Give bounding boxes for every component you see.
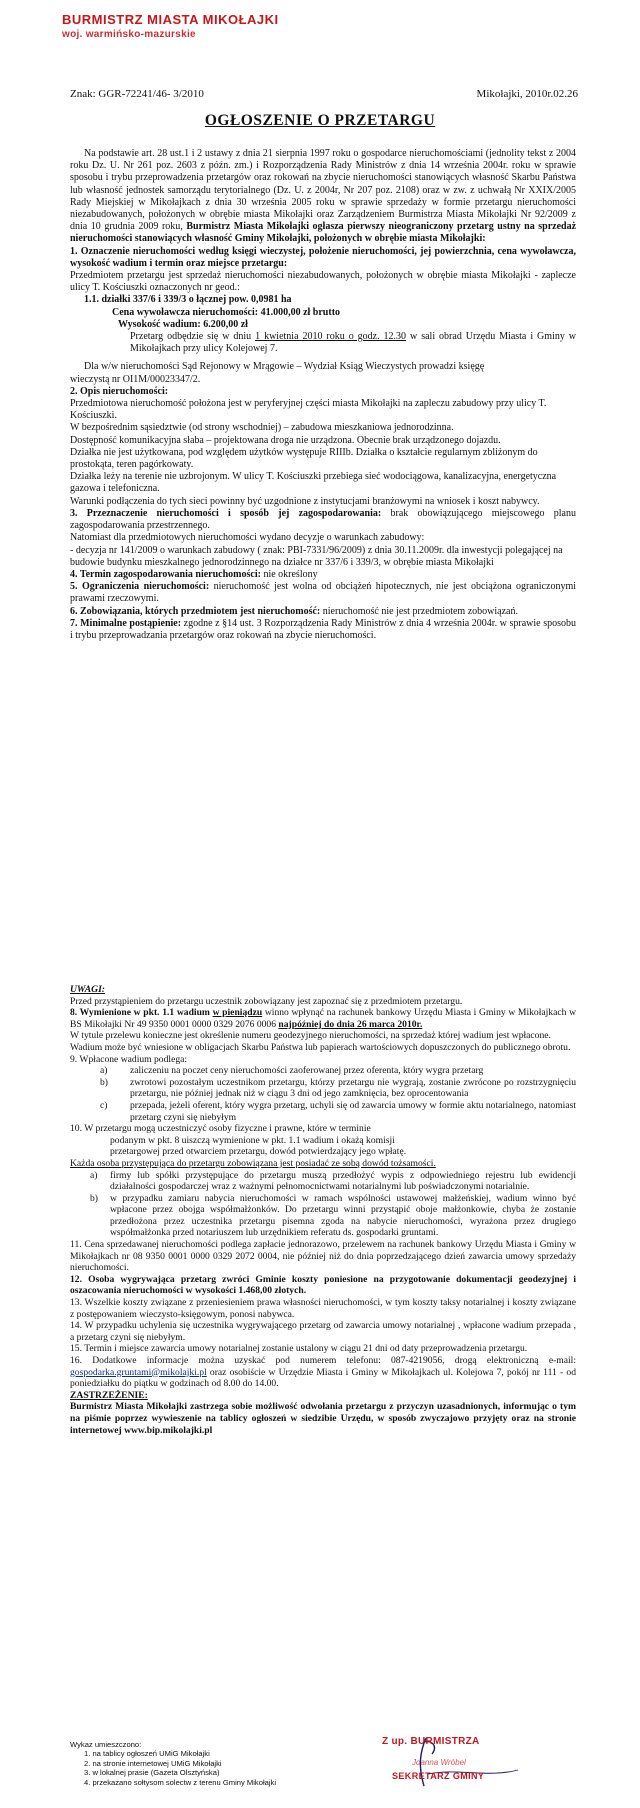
section-3-text: brak obowiązującego miejscowego planu zagospodarowania przestrzennego.	[70, 507, 576, 532]
distribution-item: 2. na stronie internetowej UMiG Mikołajki	[84, 1758, 222, 1768]
auction-info: Przetarg odbędzie się w dniu 1 kwietnia 2010 roku o godz. 12.30 w sali obrad Urzędu Miasta i Gminy w Mikołajkach przy ulicy Kolejowej 7.	[130, 331, 577, 355]
reference-number: Znak: GGR-72241/46- 3/2010	[70, 88, 204, 100]
distribution-heading: Wykaz umieszczono:	[70, 1740, 142, 1749]
document-title: OGŁOSZENIE O PRZETARGU	[204, 112, 436, 129]
point-13: 13. Wszelkie koszty związane z przeniesieniem prawa własności nieruchomości, w tym koszty taksy notarialnej i koszty związane z postępowaniem wieczysto-księgowym, ponosi nabywca.	[70, 1297, 576, 1320]
intro-text: Na podstawie art. 28 ust.1 i 2 ustawy z dnia 21 sierpnia 1997 roku o gospodarce nieruchomościami (jednolity tekst z 2004 roku Dz. U. Nr 261 poz. 2603 z późn. zm.) i Rozporządzenia Rady Ministrów z dnia 14 września 2004r. roku w sprawie sposobu i trybu przeprowadzenia przetargów oraz rokowań na zbycie nieruchomości stanowiących własność Skarbu Państwa lub własność jednostek samorządu terytorialnego (Dz. U. z 2004r, Nr 207 poz. 2108) oraz w zw. z uchwałą Nr XXIX/2005 Rady Miejskiej w Mikołajkach z dnia 30 września 2005 roku w sprawie sprzedaży w formie przetargu nieruchomości niezabudowanych, położonych w obrębie miasta Mikołajki oraz Zarządzeniem Burmistrza Miasta Mikołajki Nr 92/2009 z dnia 10 grudnia 2009 roku,	[70, 148, 576, 233]
stamp-top-line2: woj. warmińsko-mazurskie	[62, 29, 196, 40]
section-2-line: Dostępność komunikacyjna słaba – projektowana droga nie urządzona. Obecnie brak urządzonego dojazdu.	[70, 434, 501, 446]
reservation-heading: ZASTRZEŻENIE:	[70, 1389, 148, 1401]
auction-date: 1 kwietnia 2010 roku o godz. 12.30	[255, 331, 407, 343]
point-12: 12. Osoba wygrywająca przetarg zwróci Gminie koszty poniesione na przygotowanie dokumentacji geodezyjnej i oszacowania nieruchomości w wysokości 1.468,00 złotych.	[70, 1273, 576, 1297]
reservation-text: Burmistrz Miasta Mikołajki zastrzega sobie możliwość odwołania przetargu z przyczyn uzasadnionych, informując o tym na piśmie poprzez wywieszenie na tablicy ogłoszeń w siedzibie Urzędu, w sposób zwyczajowo przyjęty oraz na stronie internetowej www.bip.mikolajki.pl	[70, 1401, 576, 1436]
section-1-heading: 1. Oznaczenie nieruchomości według księgi wieczystej, położenie nieruchomości, jej powierzchnia, cena wywoławcza, wysokość wadium i termin oraz miejsce przetargu:	[70, 245, 576, 269]
price-info: Cena wywoławcza nieruchomości: 41.000,00 zł brutto	[112, 306, 341, 318]
section-7-heading: 7. Minimalne postąpienie:	[70, 617, 182, 629]
distribution-list	[70, 1740, 370, 1787]
list-item: a) zaliczeniu na poczet ceny nieruchomości zaoferowanej przez oferenta, który wygra przetarg	[100, 1065, 484, 1077]
list-item: a) firmy lub spółki przystępujące do przetargu muszą przedłożyć wypis z odpowiedniego rejestru lub ewidencji działalności gospodarczej wraz z ważnymi pełnomocnictwami notarialnymi lub poświadczonymi notarialnie.	[90, 1169, 576, 1193]
deposit-deadline: najpóźniej do dnia 26 marca 2010r.	[278, 1018, 423, 1030]
section-3-heading: 3. Przeznaczenie nieruchomości i sposób jej zagospodarowania:	[70, 507, 382, 519]
stamp-bottom-line2: Joanna Wróbel	[412, 1758, 466, 1767]
stamp-bottom-line1: Z up. BURMISTRZA	[382, 1736, 480, 1747]
list-item: b) zwrotowi pozostałym uczestnikom przetargu, którzy przetargu nie wygrają, zostanie zwrócone po rozstrzygnięciu przetargu, nie później jednak niż w ciągu 3 dni od jego zamknięcia, bez oprocentowania	[100, 1076, 576, 1100]
point-8-line: Wadium może być wniesione w obligacjach Skarbu Państwa lub papierach wartościowych dopuszczonych do publicznego obrotu.	[70, 1041, 571, 1053]
place-date: Mikołajki, 2010r.02.26	[476, 88, 578, 100]
contact-email-link[interactable]: gospodarka.gruntami@mikolajki.pl	[70, 1366, 207, 1378]
section-2-heading: 2. Opis nieruchomości:	[70, 385, 169, 397]
section-4-text: nie określony	[263, 568, 318, 580]
point-10: 10. W przetargu mogą uczestniczyć osoby fizyczne i prawne, które w terminie	[70, 1123, 371, 1135]
section-2-line: Warunki podłączenia do tych sieci powinny być uzgodnione z instytucjami branżowymi na wniosek i koszt nabywcy.	[70, 495, 540, 507]
section-5-heading: 5. Ograniczenia nieruchomości:	[70, 581, 210, 593]
deposit-form: w pieniądzu	[212, 1007, 263, 1019]
page-two-body	[70, 984, 576, 1436]
identity-requirement: Każda osoba przystępująca do przetargu zobowiązana jest posiadać ze sobą dowód tożsamości.	[70, 1157, 436, 1169]
intro-announcement: Burmistrz Miasta Mikołajki ogłasza pierwszy nieograniczony przetarg ustny na sprzedaż nieruchomości stanowiących własność Gminy Mikołajki, położonych w obrębie miasta Mikołajki:	[70, 221, 577, 245]
section-1-text: Przedmiotem przetargu jest sprzedaż nieruchomości niezabudowanych, położonych w obrębie miasta Mikołajki - zaplecze ulicy T. Kościuszki oznaczonych nr geod.:	[70, 270, 576, 294]
section-7-text: zgodne z §14 ust. 3 Rozporządzenia Rady Ministrów z dnia 4 września 2004r. w sprawie sposobu i trybu przeprowadzania przetargów oraz rokowań na zbycie nieruchomości.	[70, 617, 576, 641]
section-2-line: W bezpośrednim sąsiedztwie (od strony wschodniej) – zabudowa mieszkaniowa jednorodzinna.	[70, 422, 454, 434]
point-8: 8. Wymienione w pkt. 1.1 wadium w pieniądzu winno wpłynąć na rachunek bankowy Urzędu Miasta i Gminy w Mikołajkach w BS Mikołajki Nr 49 9350 0001 0000 0329 2076 0006 najpóźniej do dnia 26 marca 2010r.	[70, 1007, 576, 1030]
section-4-heading: 4. Termin zagospodarowania nieruchomości:	[70, 568, 261, 580]
remarks-heading: UWAGI:	[70, 984, 106, 995]
section-5-text: nieruchomość jest wolna od obciążeń hipotecznych, nie jest obciążona ograniczonymi prawami rzeczowymi.	[70, 581, 576, 605]
secretary-stamp	[368, 1734, 588, 1792]
stamp-bottom-line3: SEKRETARZ GMINY	[392, 1771, 485, 1781]
section-3-line: Natomiast dla przedmiotowych nieruchomości wydano decyzje o warunkach zabudowy:	[70, 532, 425, 544]
page-one-body	[70, 148, 576, 642]
point-15: 15. Termin i miejsce zawarcia umowy notarialnej zostanie ustalony w ciągu 21 dni od daty przeprowadzenia przetargu.	[70, 1343, 528, 1355]
section-2-line: Przedmiotowa nieruchomość położona jest w peryferyjnej części miasta Mikołajki na zapleczu zabudowy przy ulicy T. Kościuszki.	[70, 398, 547, 422]
land-register-info: Dla w/w nieruchomości Sąd Rejonowy w Mrągowie – Wydział Ksiąg Wieczystych prowadzi księgę wieczystą nr OI1M/00023347/2.	[70, 361, 485, 385]
remarks-line: Przed przystąpieniem do przetargu uczestnik zobowiązany jest zapoznać się z przedmiotem przetargu.	[70, 995, 463, 1007]
point-8-line: W tytule przelewu konieczne jest określenie numeru geodezyjnego nieruchomości, na sprzedaż której wadium jest wpłacone.	[70, 1030, 551, 1042]
section-6-heading: 6. Zobowiązania, których przedmiotem jest nieruchomość:	[70, 605, 321, 617]
point-14: 14. W przypadku uchylenia się uczestnika wygrywającego przetarg od zawarcia umowy notarialnej , wpłacone wadium przepada , a przetarg czyni się niebyłym.	[70, 1320, 576, 1343]
distribution-item: 1. na tablicy ogłoszeń UMiG Mikołajki	[84, 1749, 210, 1759]
deposit-info: Wysokość wadium: 6.200,00 zł	[118, 318, 248, 330]
distribution-item: 4. przekazano sołtysom solectw z terenu Gminy Mikołajki	[84, 1777, 277, 1787]
burmistrz-stamp-top	[62, 12, 279, 40]
section-6-text: nieruchomość nie jest przedmiotem zobowiązań.	[322, 605, 518, 617]
section-2-line: Działka nie jest użytkowana, pod względem użytków występuje RIIIb. Działka o kształcie regularnym zbliżonym do prostokąta, teren pagórkowaty.	[70, 446, 538, 471]
list-item: b) w przypadku zamiaru nabycia nieruchomości w ramach wspólności ustawowej małżeńskiej, wadium winno być wpłacone przez obojga współmałżonków. Do przetargu winni przystąpić oboje małżonkowie, chyba że zostanie przedłożona przez uczestnika przetargu pisemna zgoda na nabycie nieruchomości, wyrażona przez drugiego współmałżonka przed notariuszem lub urzędnikiem referatu ds. gospodarki gruntami.	[90, 1192, 576, 1239]
list-item: c) przepada, jeżeli oferent, który wygra przetarg, uchyli się od zawarcia umowy w formie aktu notarialnego, natomiast przetarg czyni się niebyłym	[100, 1099, 576, 1123]
point-10-line: podanym w pkt. 8 uiszczą wymienione w pkt. 1.1 wadium i okażą komisji	[110, 1134, 395, 1146]
point-16: 16. Dodatkowe informacje można uzyskać pod numerem telefonu: 087-4219056, drogą elektroniczną e-mail: gospodarka.gruntami@mikolajki.pl oraz osobiście w Urzędzie Miasta i Gminy w Mikołajkach ul. Kolejowa 7, pokój nr 111 - od poniedziałku do piątku w godzinach od 8.00 do 14.00.	[70, 1355, 576, 1390]
stamp-top-line1: BURMISTRZ MIASTA MIKOŁAJKI	[62, 12, 279, 27]
plot-info: 1.1. działki 337/6 i 339/3 o łącznej pow. 0,0981 ha	[84, 294, 292, 306]
distribution-item: 3. w lokalnej prasie (Gazeta Olsztyńska)	[84, 1768, 220, 1778]
point-10-line: przetargowej przed otwarciem przetargu, dowód potwierdzający jego wpłatę.	[110, 1146, 407, 1158]
section-2-line: Działka leży na terenie nie uzbrojonym. W ulicy T. Kościuszki przebiega sieć wodociągowa, kanalizacyjna, energetyczna gazowa i telefoniczna.	[70, 471, 557, 495]
point-11: 11. Cena sprzedawanej nieruchomości podlega zapłacie jednorazowo, przelewem na rachunek bankowy Urzędu Miasta i Gminy w Mikołajkach nr 08 9350 0001 0000 0329 2072 0004, nie później niż do dnia poprzedzającego dzień zawarcia umowy sprzedaży nieruchomości.	[70, 1239, 576, 1274]
section-3-line: - decyzja nr 141/2009 o warunkach zabudowy ( znak: PBI-7331/96/2009) z dnia 30.11.2009r. dla inwestycji polegającej na budowie budynku mieszkalnego jednorodzinnego na działce nr 337/6 i 339/3, w obrębie miasta Mikołajki	[70, 544, 563, 568]
point-9: 9. Wpłacone wadium podlega:	[70, 1053, 188, 1065]
